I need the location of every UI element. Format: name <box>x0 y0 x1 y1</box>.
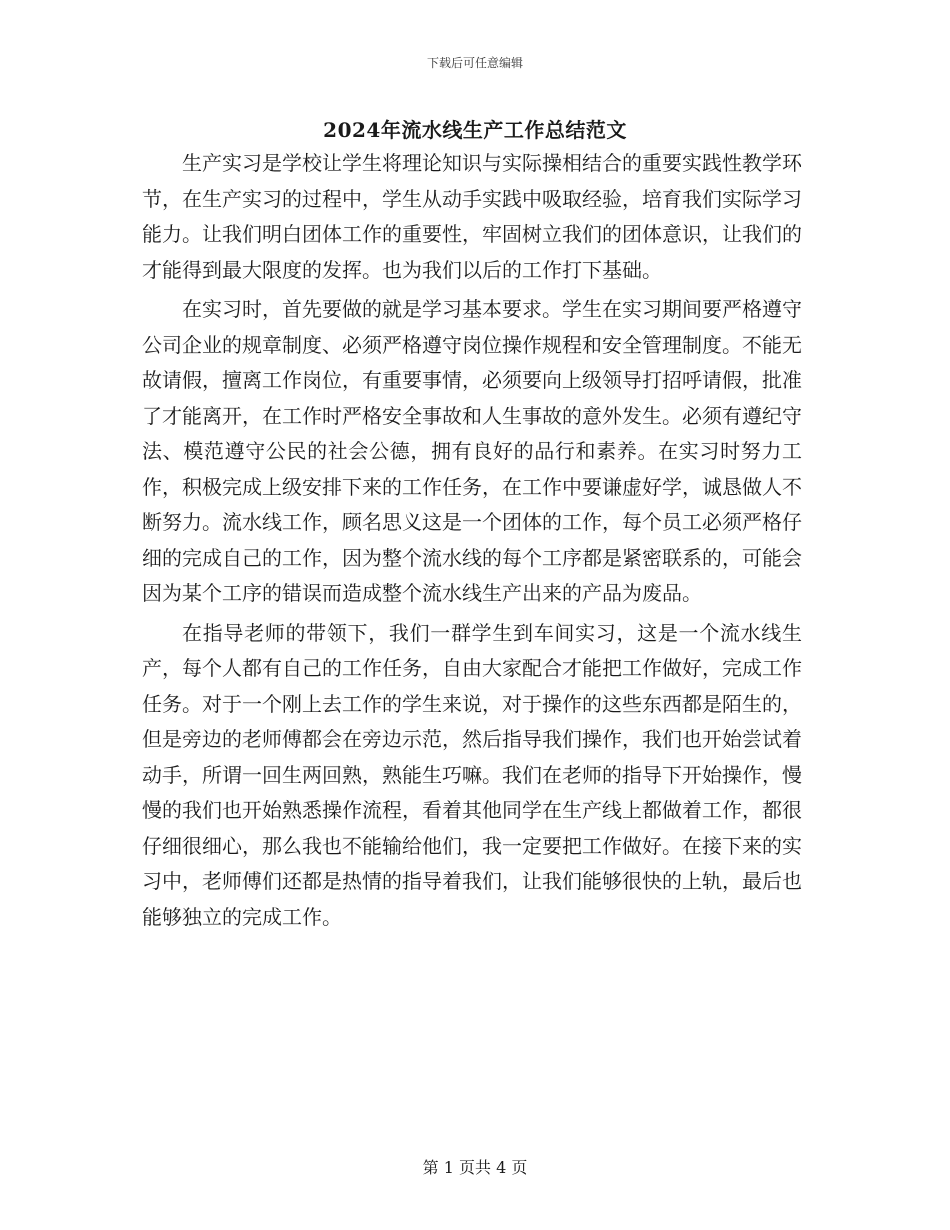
document-title: 2024年流水线生产工作总结范文 <box>323 118 627 142</box>
paragraph-1: 生产实习是学校让学生将理论知识与实际操相结合的重要实践性教学环节，在生产实习的过程中，学生从动手实践中吸取经验，培育我们实际学习能力。让我们明白团体工作的重要性，牢固树立我们的团体意识，让我们的才能得到最大限度的发挥。也为我们以后的工作打下基础。 <box>142 151 802 282</box>
paragraph-3: 在指导老师的带领下，我们一群学生到车间实习，这是一个流水线生产，每个人都有自己的工作任务，自由大家配合才能把工作做好，完成工作任务。对于一个刚上去工作的学生来说，对于操作的这些东西都是陌生的，但是旁边的老师傅都会在旁边示范，然后指导我们操作，我们也开始尝试着动手，所谓一回生两回熟，熟能生巧嘛。我们在老师的指导下开始操作，慢慢的我们也开始熟悉操作流程，看着其他同学在生产线上都做着工作，都很仔细很细心，那么我也不能输给他们，我一定要把工作做好。在接下来的实习中，老师傅们还都是热情的指导着我们，让我们能够很快的上轨，最后也能够独立的完成工作。 <box>142 620 802 929</box>
page-footer: 第 1 页共 4 页 <box>422 1158 528 1177</box>
header-note: 下载后可任意编辑 <box>426 56 523 70</box>
paragraph-2: 在实习时，首先要做的就是学习基本要求。学生在实习期间要严格遵守公司企业的规章制度、必须严格遵守岗位操作规程和安全管理制度。不能无故请假，擅离工作岗位，有重要事情，必须要向上级领导打招呼请假，批准了才能离开，在工作时严格安全事故和人生事故的意外发生。必须有遵纪守法、模范遵守公民的社会公德，拥有良好的品行和素养。在实习时努力工作，积极完成上级安排下来的工作任务，在工作中要谦虚好学，诚恳做人不断努力。流水线工作，顾名思义这是一个团体的工作，每个员工必须严格仔细的完成自己的工作，因为整个流水线的每个工序都是紧密联系的，可能会因为某个工序的错误而造成整个流水线生产出来的产品为废品。 <box>142 297 802 605</box>
document-body <box>142 146 802 939</box>
